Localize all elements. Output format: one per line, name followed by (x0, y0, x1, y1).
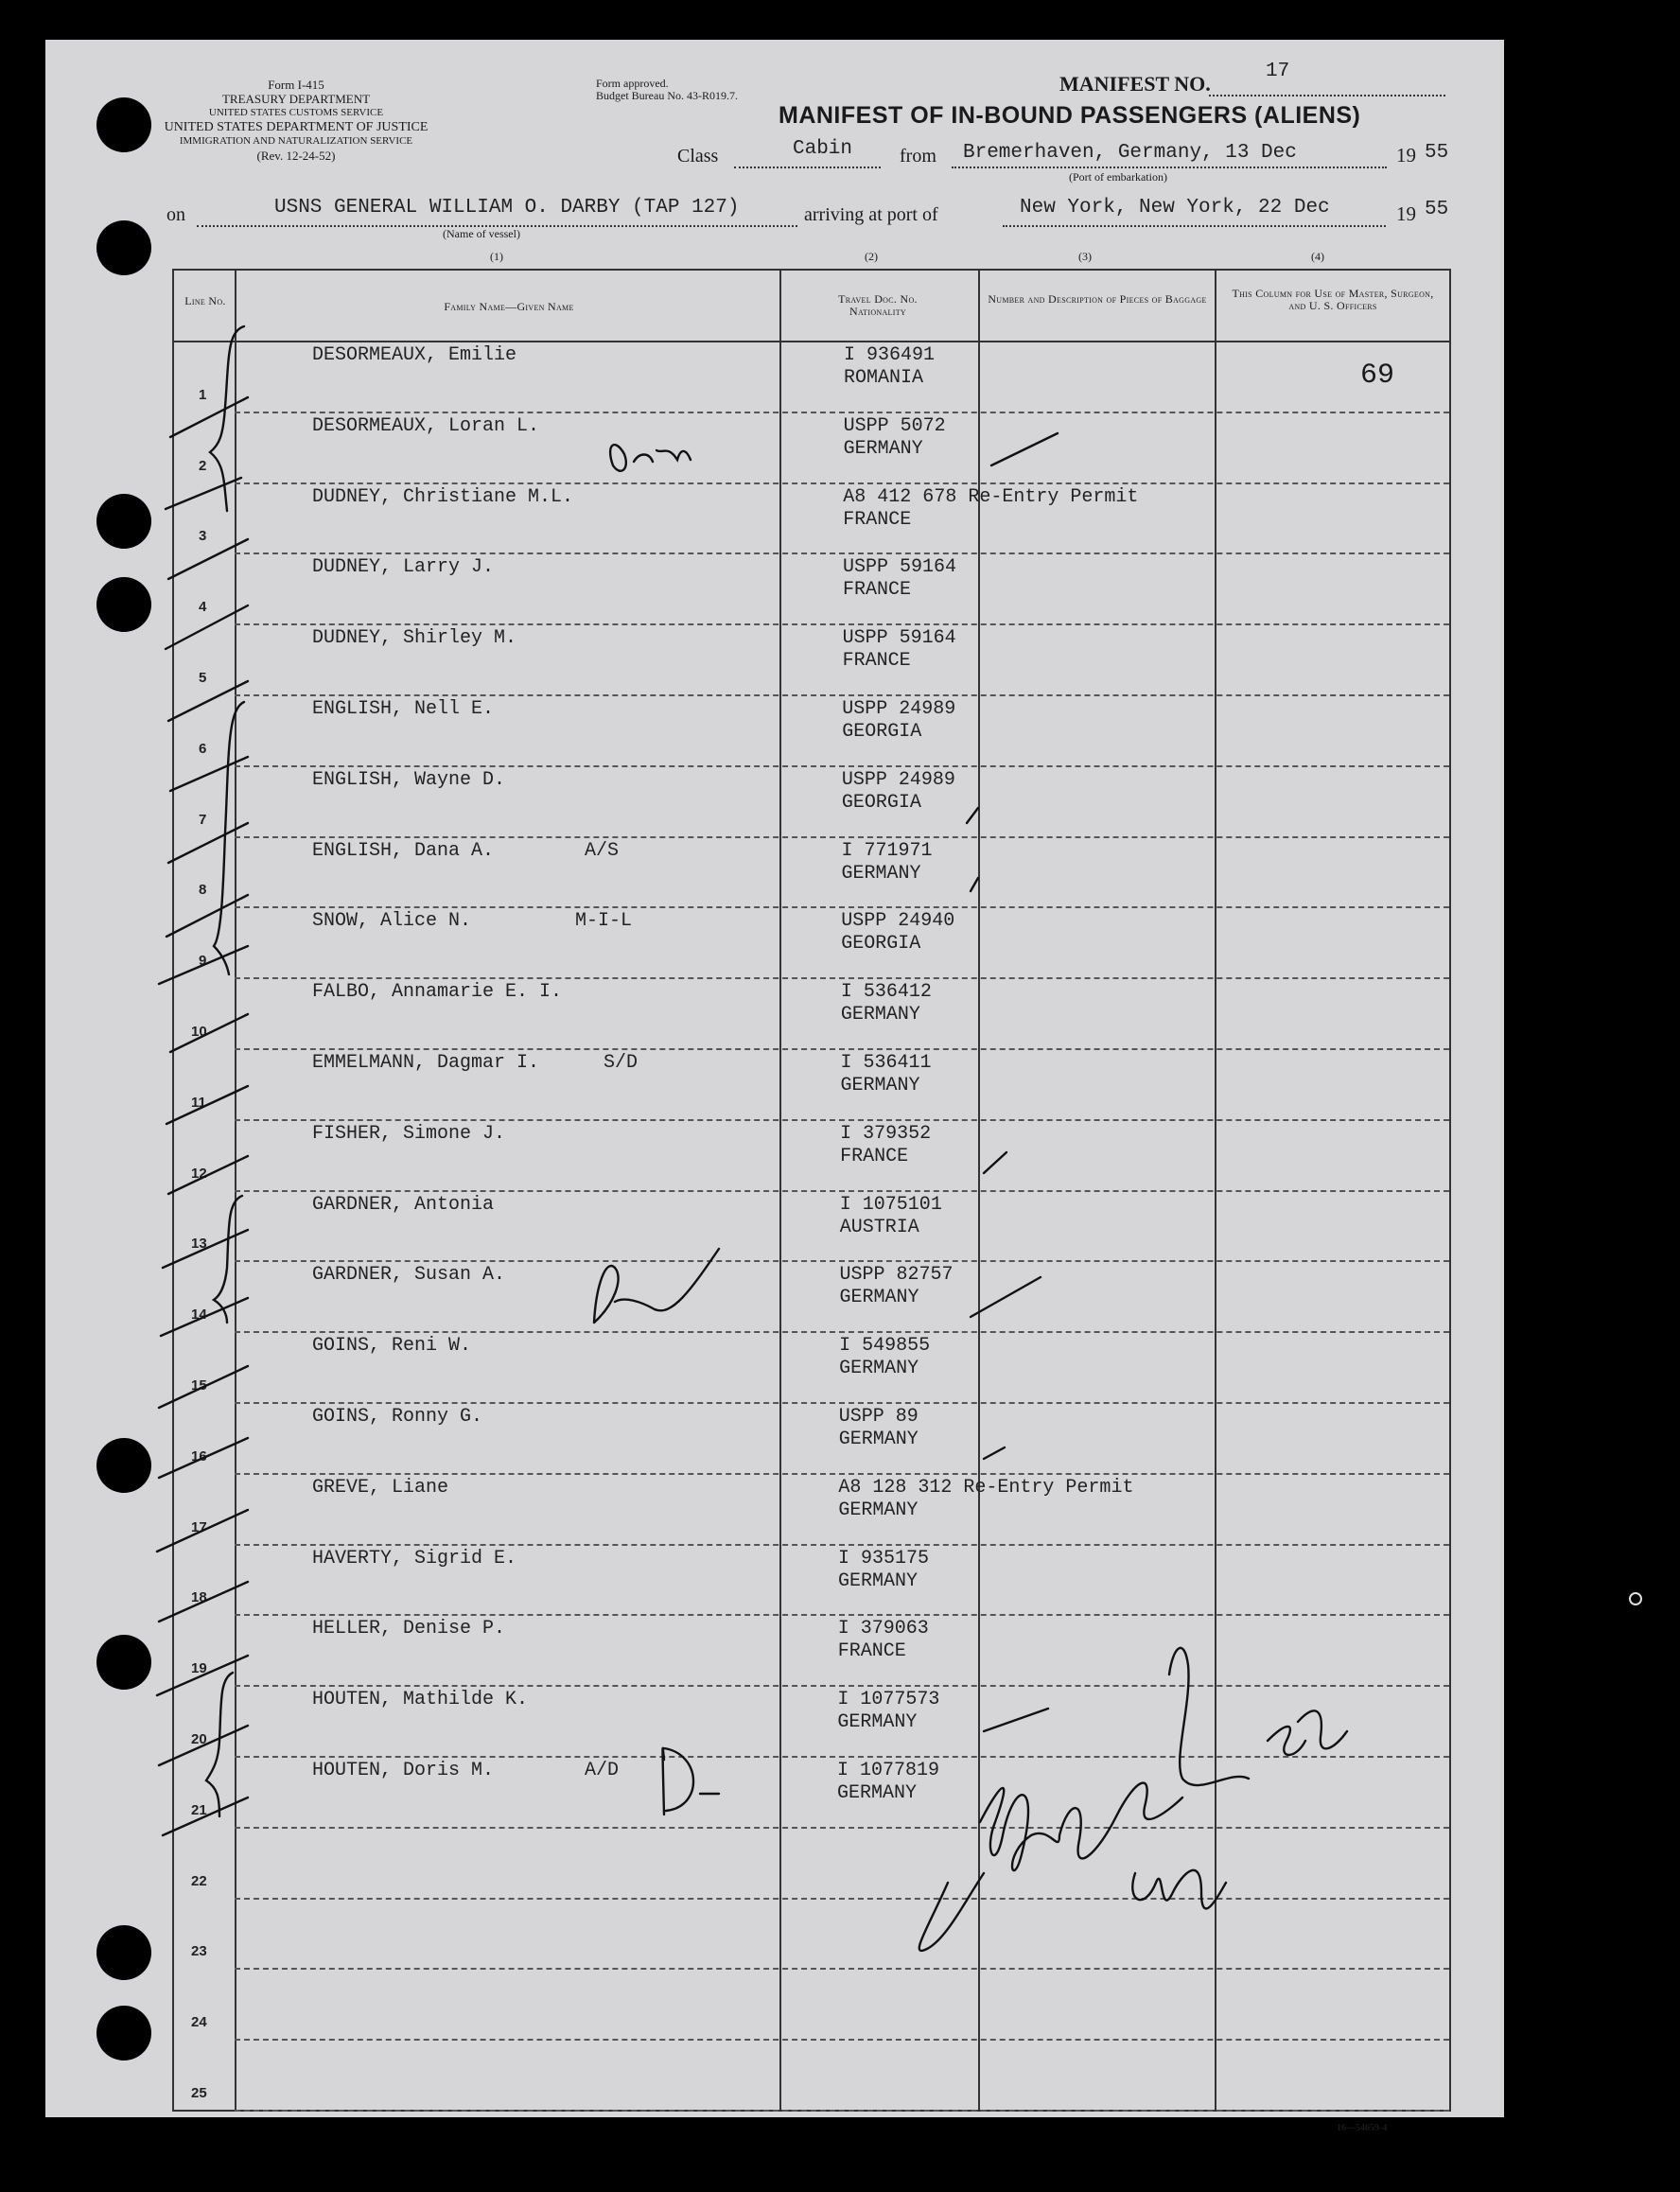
line-number: 23 (191, 1943, 207, 1960)
relationship-note: S/D (604, 1052, 639, 1074)
initials-mark (663, 1748, 720, 1815)
nationality: GERMANY (843, 437, 923, 460)
nationality: GERMANY (840, 1075, 920, 1096)
line-number: 11 (191, 1094, 206, 1111)
passenger-name: GREVE, Liane (312, 1476, 449, 1499)
nationality: GEORGIA (842, 721, 922, 743)
signature-mark (980, 1783, 1182, 1871)
passenger-name: HOUTEN, Mathilde K. (312, 1689, 529, 1711)
embarkation-port: Bremerhaven, Germany, 13 Dec (963, 142, 1297, 164)
line-number: 16 (191, 1447, 207, 1464)
line-number: 12 (191, 1165, 207, 1182)
travel-doc-number: I 536412 (840, 981, 932, 1004)
nationality: FRANCE (837, 1640, 906, 1663)
travel-doc-number: I 379352 (840, 1122, 932, 1145)
travel-doc-number: I 536411 (840, 1052, 932, 1074)
line-number: 13 (191, 1236, 207, 1253)
travel-doc-number: I 379063 (837, 1618, 929, 1640)
line-number: 15 (191, 1377, 207, 1394)
travel-doc-number: I 1075101 (839, 1193, 942, 1216)
passenger-name: FISHER, Simone J. (312, 1122, 506, 1145)
nationality: FRANCE (842, 650, 911, 673)
passenger-name: DESORMEAUX, Emilie (312, 344, 517, 366)
embarkation-year-prefix: 19 (1396, 144, 1416, 167)
travel-doc-number: USPP 24989 (841, 768, 955, 791)
department: TREASURY DEPARTMENT (221, 92, 371, 106)
bracket-mark (206, 1673, 233, 1816)
class-value: Cabin (793, 138, 853, 160)
passenger-name: HAVERTY, Sigrid E. (312, 1547, 517, 1569)
signature-mark (1169, 1648, 1249, 1785)
nationality: GERMANY (839, 1287, 919, 1309)
line-number: 9 (199, 953, 207, 970)
nationality: AUSTRIA (839, 1216, 919, 1238)
travel-doc-number: USPP 24940 (841, 910, 955, 933)
class-label: Class (677, 146, 719, 167)
passenger-name: DUDNEY, Shirley M. (312, 627, 517, 650)
relationship-note: A/S (585, 839, 620, 862)
passenger-name: DESORMEAUX, Loran L. (312, 414, 540, 437)
column-number-3: (3) (1078, 250, 1092, 263)
from-label: from (900, 146, 936, 167)
header-officers: This Column for Use of Master, Surgeon, and U. S. Officers (1232, 287, 1434, 312)
nationality: GERMANY (841, 862, 921, 885)
passenger-name: ENGLISH, Wayne D. (312, 768, 506, 791)
passenger-name: ENGLISH, Dana A. (312, 839, 495, 862)
travel-doc-number: I 1077573 (837, 1689, 940, 1711)
on-label: on (166, 204, 185, 225)
header-travel-doc: Travel Doc. No. Nationality (838, 292, 918, 318)
travel-doc-number: I 935175 (838, 1547, 930, 1569)
nationality: FRANCE (840, 1145, 909, 1167)
travel-doc-number: I 1077819 (837, 1760, 940, 1781)
passenger-name: DUDNEY, Christiane M.L. (312, 485, 574, 508)
travel-doc-number: USPP 82757 (839, 1264, 954, 1287)
passenger-name: DUDNEY, Larry J. (312, 556, 495, 579)
nationality: GERMANY (839, 1358, 919, 1380)
line-number: 6 (199, 740, 207, 757)
nationality: GERMANY (837, 1782, 918, 1804)
column-number-2: (2) (865, 250, 878, 263)
customs-service: UNITED STATES CUSTOMS SERVICE (208, 107, 384, 118)
column-number-4: (4) (1311, 250, 1324, 263)
nationality: FRANCE (843, 508, 912, 531)
header-name: Family Name—Given Name (444, 300, 574, 313)
travel-doc-number: USPP 59164 (842, 556, 956, 579)
nationality: GEORGIA (841, 933, 921, 956)
travel-doc-number: A8 128 312 Re-Entry Permit (838, 1476, 1134, 1499)
travel-doc-number: I 549855 (839, 1335, 931, 1358)
travel-doc-number: USPP 89 (838, 1406, 919, 1428)
travel-doc-number: I 771971 (841, 839, 933, 862)
officer-mark: 69 (1360, 359, 1395, 392)
initials-mark (594, 1249, 719, 1323)
bracket-mark (214, 1196, 242, 1323)
travel-doc-number: USPP 59164 (842, 627, 956, 650)
passenger-name: EMMELMANN, Dagmar I. (312, 1052, 540, 1074)
signature-mark (1268, 1710, 1347, 1755)
line-number: 5 (199, 670, 207, 686)
nationality: GERMANY (838, 1569, 919, 1592)
line-number: 20 (191, 1731, 207, 1747)
signature-mark (1132, 1870, 1226, 1909)
nationality: GEORGIA (841, 791, 921, 814)
department-justice: UNITED STATES DEPARTMENT OF JUSTICE (164, 120, 429, 134)
passenger-name: HOUTEN, Doris M. (312, 1760, 495, 1781)
signature-mark (919, 1873, 984, 1951)
travel-doc-number: A8 412 678 Re-Entry Permit (843, 485, 1139, 508)
manifest-title: MANIFEST OF IN-BOUND PASSENGERS (ALIENS) (779, 102, 1361, 129)
line-number: 4 (199, 599, 207, 616)
initials-mark (610, 445, 691, 471)
manifest-number: 17 (1266, 61, 1290, 82)
passenger-name: FALBO, Annamarie E. I. (312, 981, 563, 1004)
approval-line-1: Form approved. (596, 77, 669, 90)
line-number: 7 (199, 811, 207, 828)
travel-doc-number: USPP 5072 (843, 414, 946, 437)
embarkation-caption: (Port of embarkation) (1069, 170, 1167, 184)
nationality: GERMANY (840, 1004, 920, 1026)
revision: (Rev. 12-24-52) (256, 149, 336, 163)
line-number: 10 (191, 1024, 207, 1040)
passenger-name: GOINS, Reni W. (312, 1335, 472, 1358)
arrival-year: 55 (1425, 199, 1449, 220)
line-number: 14 (191, 1306, 207, 1324)
print-code: 16—54659-4 (1337, 2123, 1388, 2133)
line-number: 1 (199, 386, 207, 403)
passenger-name: GARDNER, Susan A. (312, 1264, 506, 1287)
header-baggage: Number and Description of Pieces of Baggage (988, 292, 1207, 306)
line-number: 25 (191, 2085, 207, 2101)
travel-doc-number: USPP 24989 (842, 698, 956, 720)
form-number: Form I-415 (268, 78, 324, 92)
line-number: 17 (191, 1518, 207, 1535)
header-line-no: Line No. (184, 294, 226, 307)
line-number: 18 (191, 1589, 207, 1606)
passenger-name: GARDNER, Antonia (312, 1193, 495, 1216)
passenger-name: SNOW, Alice N. (312, 910, 472, 933)
passenger-name: GOINS, Ronny G. (312, 1406, 483, 1428)
nationality: GERMANY (837, 1711, 918, 1734)
embarkation-year: 55 (1425, 142, 1449, 164)
nationality: GERMANY (838, 1429, 919, 1450)
nationality: ROMANIA (844, 367, 924, 389)
line-number: 19 (191, 1660, 207, 1677)
arrival-port: New York, New York, 22 Dec (1020, 197, 1330, 219)
line-number: 22 (191, 1872, 207, 1889)
passenger-name: HELLER, Denise P. (312, 1618, 506, 1640)
relationship-note: M-I-L (575, 910, 633, 933)
line-number: 2 (199, 457, 207, 474)
nationality: GERMANY (838, 1499, 919, 1521)
vessel-caption: (Name of vessel) (443, 227, 520, 240)
arriving-label: arriving at port of (804, 204, 938, 225)
column-number-1: (1) (490, 250, 503, 263)
manifest-number-label: MANIFEST NO. (1059, 72, 1211, 96)
passenger-name: ENGLISH, Nell E. (312, 698, 495, 720)
line-number: 21 (191, 1801, 207, 1818)
relationship-note: A/D (585, 1760, 620, 1781)
line-number: 8 (199, 882, 207, 899)
vessel-name: USNS GENERAL WILLIAM O. DARBY (TAP 127) (274, 197, 740, 219)
line-number: 3 (199, 528, 207, 545)
arrival-year-prefix: 19 (1396, 202, 1416, 225)
nationality: FRANCE (842, 579, 911, 602)
approval-line-2: Budget Bureau No. 43-R019.7. (596, 89, 738, 102)
immigration-service: IMMIGRATION AND NATURALIZATION SERVICE (179, 135, 413, 147)
line-number: 24 (191, 2014, 207, 2031)
travel-doc-number: I 936491 (844, 344, 936, 366)
